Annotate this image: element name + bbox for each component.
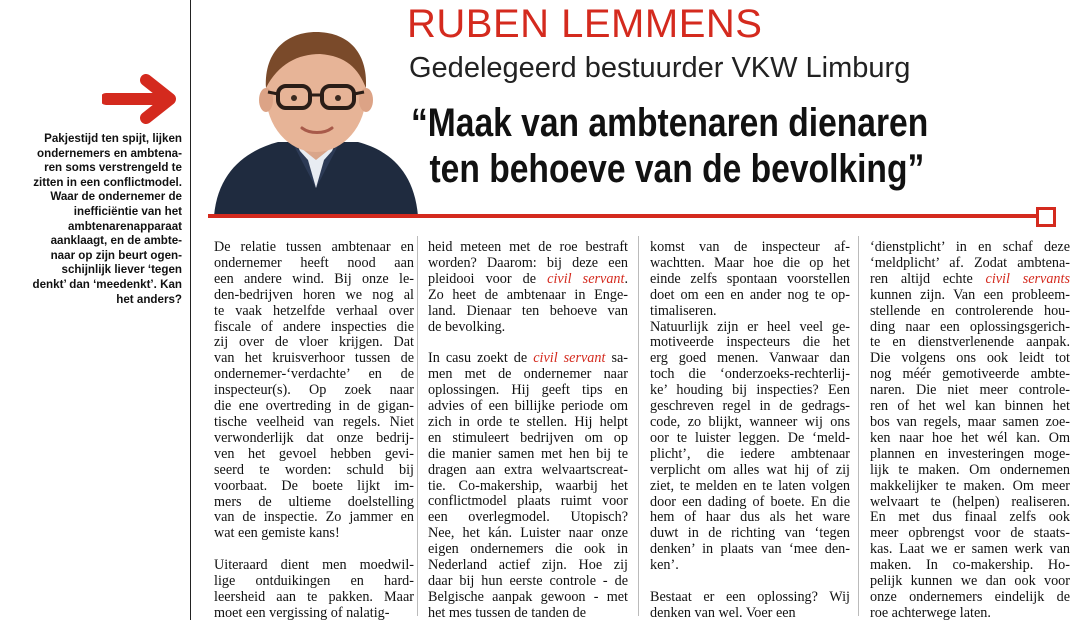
article-line: advies of een billijke periode om: [428, 398, 628, 415]
article-line: de bevolking.: [428, 318, 506, 335]
article-line: Uiteraard dient men moedwil-: [214, 557, 414, 574]
author-portrait: [208, 10, 422, 216]
article-line: voorbaat. De boete lijkt im-: [214, 477, 414, 494]
article-line: Nee, het kán. Luister naar onze: [428, 525, 628, 542]
article-column-2: [428, 240, 628, 622]
article-line: men met de ondernemer naar: [428, 366, 628, 383]
article-line: kas. Laat we er samen werk van: [870, 541, 1070, 558]
article-line: pleidooi voor de civil servant.: [428, 270, 628, 287]
article-line: een overlegmodel. Utopisch?: [428, 509, 628, 526]
article-line: Natuurlijk zijn er heel veel ge-: [650, 318, 850, 335]
article-line: te en dienstverlenende aanpak.: [870, 334, 1070, 351]
article-line: ding naar een oplossingsgerich-: [870, 318, 1070, 335]
column-divider: [638, 236, 639, 616]
italic-term: civil servant: [547, 270, 625, 287]
intro-line: het anders?: [116, 292, 182, 306]
intro-line: ondernemers en ambtena-: [37, 146, 182, 160]
article-line: ren altijd echte civil servants: [870, 270, 1070, 287]
article-line: makkelijker te maken. Om meer: [870, 477, 1070, 494]
article-line: die ene overtreding in de gigan-: [214, 398, 414, 415]
article-line: ken’.: [650, 557, 679, 574]
article-line: kunnen zijn. Van een probleem-: [870, 286, 1070, 303]
square-marker-icon: [1036, 207, 1056, 227]
article-line: stellende en controlerende hou-: [870, 302, 1070, 319]
intro-line: schijnlijk liever ‘tegen: [61, 263, 182, 277]
article-line: geschreven regel in de gedrags-: [650, 398, 850, 415]
article-line: oplossingen. Hij geeft tips en: [428, 382, 628, 399]
article-line: In casu zoekt de civil servant sa-: [428, 350, 628, 367]
right-arrow-icon: [102, 74, 180, 124]
article-line: einde zelfs spontaan voorstellen: [650, 270, 850, 287]
article-line: moet een vergissing of nalatig-: [214, 604, 390, 621]
article-line: hem of haar dus als het ware: [650, 509, 850, 526]
article-line: seerd te worden: schuld bij: [214, 461, 414, 478]
article-line: zich in orde te stellen. Hij helpt: [428, 413, 628, 430]
intro-line: Pakjestijd ten spijt, lijken: [44, 132, 182, 145]
article-line: van het kruisverhoor tussen de: [214, 350, 414, 367]
article-line: ziet, te melden en te laten volgen: [650, 477, 850, 494]
intro-line: Waar de ondernemer de: [50, 190, 182, 204]
article-line: heid meteen met de roe bestraft: [428, 239, 628, 255]
article-line: ondernemer heeft nood aan: [214, 254, 414, 271]
paragraph-gap: [214, 542, 414, 558]
intro-line: ambtenarenapparaat: [67, 219, 182, 233]
article-line: land. Dienaar ten behoeve van: [428, 302, 628, 319]
article-line: lijk te maken. Om ondernemen: [870, 461, 1070, 478]
article-line: te vaak hetzelfde verhaal over: [214, 302, 414, 319]
article-line: lige ontduikingen en hard-: [214, 573, 414, 590]
paragraph-gap: [650, 574, 850, 590]
article-line: verplicht om alles wat hij of zij: [650, 461, 850, 478]
intro-line: aanklaagt, en de ambte-: [50, 234, 182, 248]
article-line: leersheid aan te pakken. Maar: [214, 588, 414, 605]
article-line: ondernemer-‘verdachte’ en de: [214, 366, 414, 383]
intro-text: [6, 132, 182, 307]
author-role: Gedelegeerd bestuurder VKW Limburg: [409, 52, 911, 84]
article-line: fiscale of andere inspecties die: [214, 318, 414, 335]
article-line: oor te luister leggen. De ‘meld-: [650, 429, 850, 446]
article-line: De relatie tussen ambtenaar en: [214, 239, 414, 255]
article-line: En met dus finaal zelfs ook: [870, 509, 1070, 526]
divider-rule: [208, 214, 1038, 218]
article-line: het mes tussen de tanden de: [428, 604, 586, 621]
article-line: komst van de inspecteur af-: [650, 239, 850, 255]
italic-term: civil servant: [533, 350, 606, 367]
article-line: Zo heet de ambtenaar in Enge-: [428, 286, 628, 303]
article-line: den-bedrijven horen we nog al: [214, 286, 414, 303]
article-line: eigen ondernemers die ook in: [428, 541, 628, 558]
article-line: wachtten. Maar hoe die op het: [650, 254, 850, 271]
headline-line-1: “Maak van ambtenaren dienaren: [411, 101, 929, 145]
article-line: timaliseren.: [650, 302, 717, 319]
article-line: worden? Daarom: bij deze een: [428, 254, 628, 271]
article-line: motiveerde inspecteurs die het: [650, 334, 850, 351]
article-line: maken. In co-makership. Ho-: [870, 557, 1070, 574]
article-line: een andere wind. Bij onze le-: [214, 270, 414, 287]
article-line: daar bij hun eerste controle - de: [428, 573, 628, 590]
intro-line: ren soms verstrengeld te: [44, 161, 182, 175]
article-line: ‘dienstplicht’ in en schaf deze: [870, 239, 1070, 255]
article-line: code, zo blijkt, wanneer wij ons: [650, 413, 850, 430]
article-line: ‘meldplicht’ af. Zodat ambtena-: [870, 254, 1070, 271]
article-line: Bestaat er een oplossing? Wij: [650, 588, 850, 605]
article-line: ke’ houding bij inspecties? Een: [650, 382, 850, 399]
article-line: die manier samen met hen bij te: [428, 445, 628, 462]
article-line: Belgische aanpak gewoon - met: [428, 588, 628, 605]
article-line: nog méér gemotiveerde ambte-: [870, 366, 1070, 383]
article-line: dragen aan extra welvaartscreat-: [428, 461, 628, 478]
intro-line: denkt’ dan ‘meedenkt’. Kan: [32, 277, 182, 291]
article-column-3: [650, 240, 850, 622]
column-divider: [417, 236, 418, 616]
article-line: denken van wel. Voer een: [650, 604, 796, 621]
article-line: toch die ‘onderzoeks-rechterlij-: [650, 366, 850, 383]
article-line: erg goed menen. Vanwaar dan: [650, 350, 850, 367]
article-line: bos van regels, maar samen zoe-: [870, 413, 1070, 430]
article-column-4: [870, 240, 1070, 622]
article-line: ren of het wel kan binnen het: [870, 398, 1070, 415]
article-line: plicht’, die iedere ambtenaar: [650, 445, 850, 462]
article-line: meer opbrengst voor de staats-: [870, 525, 1070, 542]
article-line: door een dading of boete. En die: [650, 493, 850, 510]
article-line: ven het gevoel hebben gevi-: [214, 445, 414, 462]
article-line: conflictmodel plaats ruimt voor: [428, 493, 628, 510]
article-line: onze ondernemers eindelijk de: [870, 588, 1070, 605]
italic-term: civil servants: [985, 270, 1070, 287]
sidebar-column: [0, 0, 191, 620]
article-line: mers de ultieme doelstelling: [214, 493, 414, 510]
article-line: denken’ in plaats van ‘mee den-: [650, 541, 850, 558]
article-line: zij over de vloer krijgen. Dat: [214, 334, 414, 351]
article-line: en stimuleert bedrijven om op: [428, 429, 628, 446]
article-line: pelijk kunnen we dan ook voor: [870, 573, 1070, 590]
headline-line-2: ten behoeve van de bevolking”: [429, 147, 925, 191]
intro-line: inefficiëntie van het: [73, 204, 182, 218]
article-line: duwt in de richting van ‘tegen: [650, 525, 850, 542]
article-line: van de inspectie. Zo jammer en: [214, 509, 414, 526]
column-divider: [858, 236, 859, 616]
article-line: Nederland actief zijn. Hoe zij: [428, 557, 628, 574]
article-line: doet om een en ander nog te op-: [650, 286, 850, 303]
author-name: RUBEN LEMMENS: [407, 2, 763, 46]
headline: [411, 100, 1061, 192]
article-line: ken naar hoe het wél kan. Om: [870, 429, 1070, 446]
article-line: wat een gemiste kans!: [214, 525, 340, 542]
article-column-1: [214, 240, 414, 622]
article-line: tische veelheid van regels. Niet: [214, 413, 414, 430]
intro-line: zitten in een conflictmodel.: [33, 175, 182, 189]
article-line: welvaart te (helpen) realiseren.: [870, 493, 1070, 510]
article-line: verwonderlijk dat onze bedrij-: [214, 429, 414, 446]
article-line: Die volgens ons ook leidt tot: [870, 350, 1070, 367]
article-line: inspecteur(s). Op zoek naar: [214, 382, 414, 399]
article-line: roe achterwege laten.: [870, 604, 991, 621]
article-line: tie. Co-makership, waarbij het: [428, 477, 628, 494]
intro-line: naar op zijn beurt ogen-: [50, 248, 182, 262]
article-line: plannen en investeringen moge-: [870, 445, 1070, 462]
paragraph-gap: [428, 335, 628, 351]
article-line: naren. Die niet meer controle-: [870, 382, 1070, 399]
